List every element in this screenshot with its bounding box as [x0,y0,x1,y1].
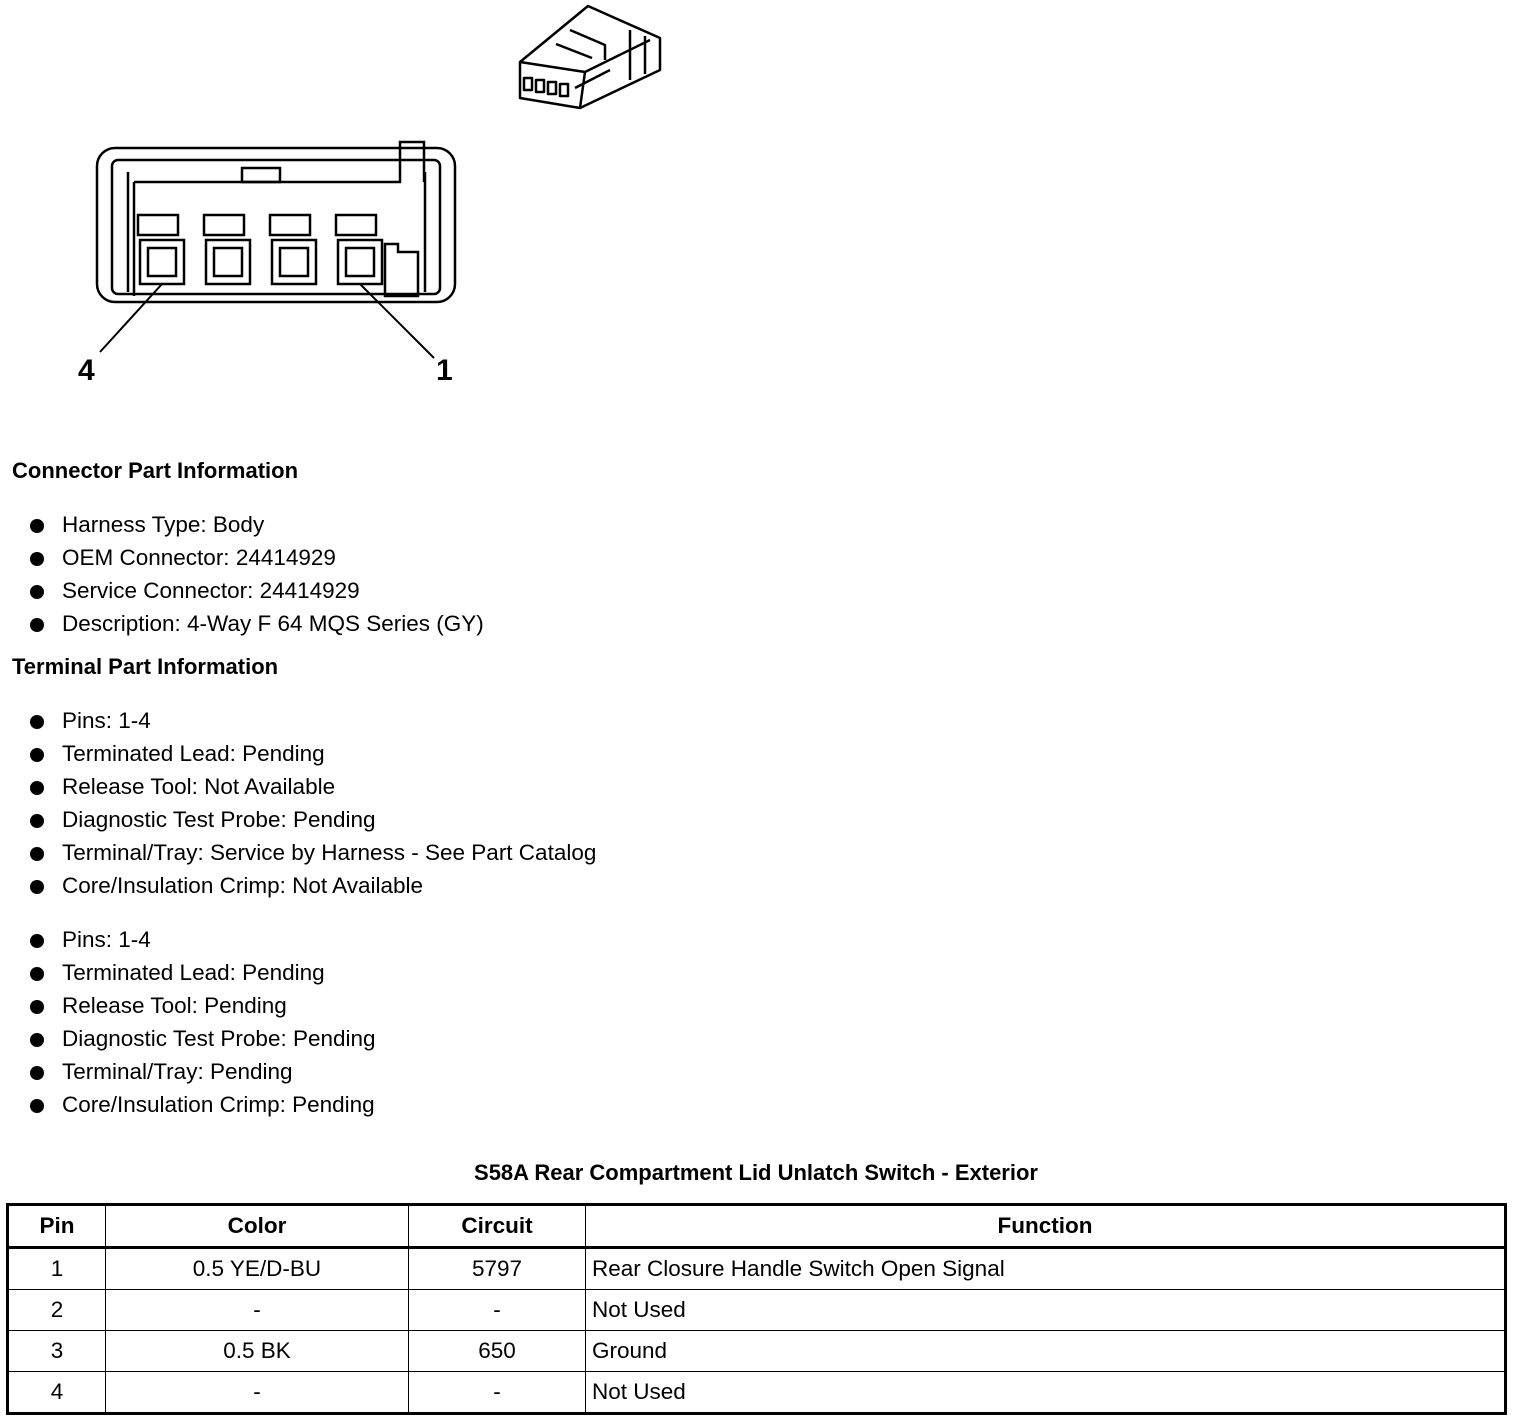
list-item: Core/Insulation Crimp: Not Available [28,869,596,902]
cell-function: Ground [586,1331,1506,1372]
terminal-part-heading: Terminal Part Information [12,654,279,679]
table-row [8,1372,1506,1414]
bullet-icon [30,814,44,828]
bullet-icon [30,519,44,533]
bullet-icon [30,585,44,599]
bullet-icon [30,552,44,566]
list-item: Terminated Lead: Pending [28,956,376,989]
bullet-icon [30,1099,44,1113]
cell-pin: 2 [8,1290,106,1331]
table-row [8,1331,1506,1372]
bullet-icon [30,847,44,861]
table-row [8,1248,1506,1290]
cell-function: Rear Closure Handle Switch Open Signal [586,1248,1506,1290]
list-item: Terminal/Tray: Service by Harness - See Part Catalog [28,836,596,869]
pin-table-title: S58A Rear Compartment Lid Unlatch Switch - Exterior [474,1160,1038,1185]
bullet-icon [30,715,44,729]
list-item: Service Connector: 24414929 [28,574,484,607]
connector-part-list [28,508,484,640]
cell-color: - [106,1290,409,1331]
terminal-part-list-2 [28,923,376,1121]
bullet-icon [30,1033,44,1047]
cell-circuit: - [409,1372,586,1414]
bullet-icon [30,781,44,795]
bullet-icon [30,934,44,948]
connector-drawing [0,0,700,400]
cell-circuit: 5797 [409,1248,586,1290]
header-pin: Pin [8,1205,106,1248]
list-item: Pins: 1-4 [28,704,596,737]
list-item: Release Tool: Pending [28,989,376,1022]
list-item: Harness Type: Body [28,508,484,541]
cell-pin: 1 [8,1248,106,1290]
list-item: Release Tool: Not Available [28,770,596,803]
cell-circuit: - [409,1290,586,1331]
connector-diagram [0,0,700,400]
list-item: Description: 4-Way F 64 MQS Series (GY) [28,607,484,640]
list-item: Core/Insulation Crimp: Pending [28,1088,376,1121]
table-row [8,1290,1506,1331]
header-circuit: Circuit [409,1205,586,1248]
list-item: Diagnostic Test Probe: Pending [28,803,596,836]
cell-color: - [106,1372,409,1414]
bullet-icon [30,748,44,762]
cell-circuit: 650 [409,1331,586,1372]
connector-part-heading: Connector Part Information [12,458,299,483]
connector-front-view [97,142,455,358]
list-item: Terminated Lead: Pending [28,737,596,770]
cell-color: 0.5 YE/D-BU [106,1248,409,1290]
cell-pin: 3 [8,1331,106,1372]
table-header-row [8,1205,1506,1248]
cell-color: 0.5 BK [106,1331,409,1372]
cell-function: Not Used [586,1372,1506,1414]
pin-table [6,1203,1507,1415]
list-item: Diagnostic Test Probe: Pending [28,1022,376,1055]
list-item: OEM Connector: 24414929 [28,541,484,574]
pin-1-callout: 1 [436,354,453,387]
bullet-icon [30,880,44,894]
bullet-icon [30,618,44,632]
pin-4-callout: 4 [78,354,95,387]
bullet-icon [30,967,44,981]
header-function: Function [586,1205,1506,1248]
cell-function: Not Used [586,1290,1506,1331]
bullet-icon [30,1000,44,1014]
list-item: Terminal/Tray: Pending [28,1055,376,1088]
cell-pin: 4 [8,1372,106,1414]
terminal-part-list-1 [28,704,596,902]
bullet-icon [30,1066,44,1080]
connector-3d-view [520,6,660,108]
list-item: Pins: 1-4 [28,923,376,956]
header-color: Color [106,1205,409,1248]
